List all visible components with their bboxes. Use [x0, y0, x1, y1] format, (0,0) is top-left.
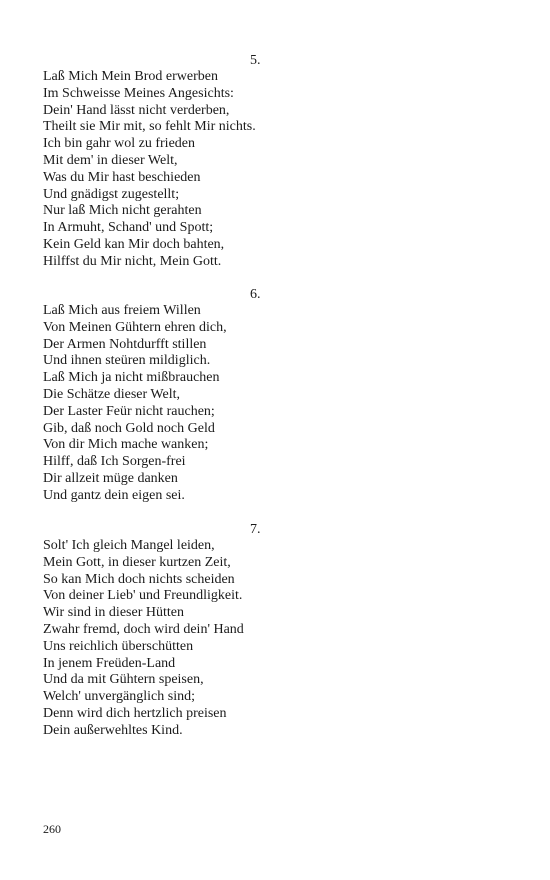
- verse-line: Zwahr fremd, doch wird dein' Hand: [43, 621, 244, 637]
- verse-line: Was du Mir hast beschieden: [43, 169, 201, 185]
- verse-line: Von Meinen Gühtern ehren dich,: [43, 319, 227, 335]
- verse-line: Solt' Ich gleich Mangel leiden,: [43, 538, 215, 553]
- verse-line: Und gantz dein eigen sei.: [43, 487, 185, 503]
- stanza-number: 7.: [250, 522, 261, 537]
- stanza-lines: [43, 303, 227, 505]
- verse-line: Mein Gott, in dieser kurtzen Zeit,: [43, 554, 231, 570]
- verse-line: Theilt sie Mir mit, so fehlt Mir nichts.: [43, 119, 256, 135]
- verse-line: Die Schätze dieser Welt,: [43, 386, 181, 402]
- verse-line: So kan Mich doch nichts scheiden: [43, 571, 235, 587]
- verse-line: Der Armen Nohtdurfft stillen: [43, 336, 207, 352]
- verse-line: Laß Mich Mein Brod erwerben: [43, 69, 218, 84]
- verse-line: Der Laster Feür nicht rauchen;: [43, 403, 215, 419]
- verse-line: Dein außerwehltes Kind.: [43, 722, 183, 738]
- verse-line: Nur laß Mich nicht gerahten: [43, 203, 202, 219]
- verse-line: Wir sind in dieser Hütten: [43, 605, 184, 621]
- verse-line: In jenem Freüden-Land: [43, 655, 176, 671]
- verse-line: Im Schweisse Meines Angesichts:: [43, 85, 234, 101]
- verse-line: In Armuht, Schand' und Spott;: [43, 220, 214, 236]
- verse-line: Hilffst du Mir nicht, Mein Gott.: [43, 253, 222, 269]
- verse-line: Und gnädigst zugestellt;: [43, 186, 180, 202]
- verse-line: Und da mit Gühtern speisen,: [43, 672, 204, 688]
- stanza-number: 5.: [250, 53, 261, 68]
- verse-line: Kein Geld kan Mir doch bahten,: [43, 236, 225, 252]
- verse-line: Ich bin gahr wol zu frieden: [43, 136, 195, 152]
- verse-line: Von deiner Lieb' und Freundligkeit.: [43, 588, 243, 604]
- verse-line: Laß Mich ja nicht mißbrauchen: [43, 370, 220, 386]
- verse-line: Dein' Hand lässt nicht verderben,: [43, 102, 230, 118]
- verse-line: Uns reichlich überschütten: [43, 638, 194, 654]
- verse-line: Hilff, daß Ich Sorgen-frei: [43, 454, 186, 470]
- verse-line: Und ihnen steüren mildiglich.: [43, 353, 211, 369]
- verse-line: Mit dem' in dieser Welt,: [43, 152, 178, 168]
- stanza-lines: [43, 538, 244, 740]
- verse-line: Denn wird dich hertzlich preisen: [43, 705, 227, 721]
- verse-line: Gib, daß noch Gold noch Geld: [43, 420, 215, 436]
- verse-line: Laß Mich aus freiem Willen: [43, 303, 201, 318]
- verse-line: Von dir Mich mache wanken;: [43, 437, 209, 453]
- stanza-number: 6.: [250, 287, 261, 302]
- verse-line: Dir allzeit müge danken: [43, 470, 178, 486]
- page-number: 260: [43, 822, 61, 836]
- stanza-lines: [43, 69, 256, 271]
- verse-line: Welch' unvergänglich sind;: [43, 689, 195, 705]
